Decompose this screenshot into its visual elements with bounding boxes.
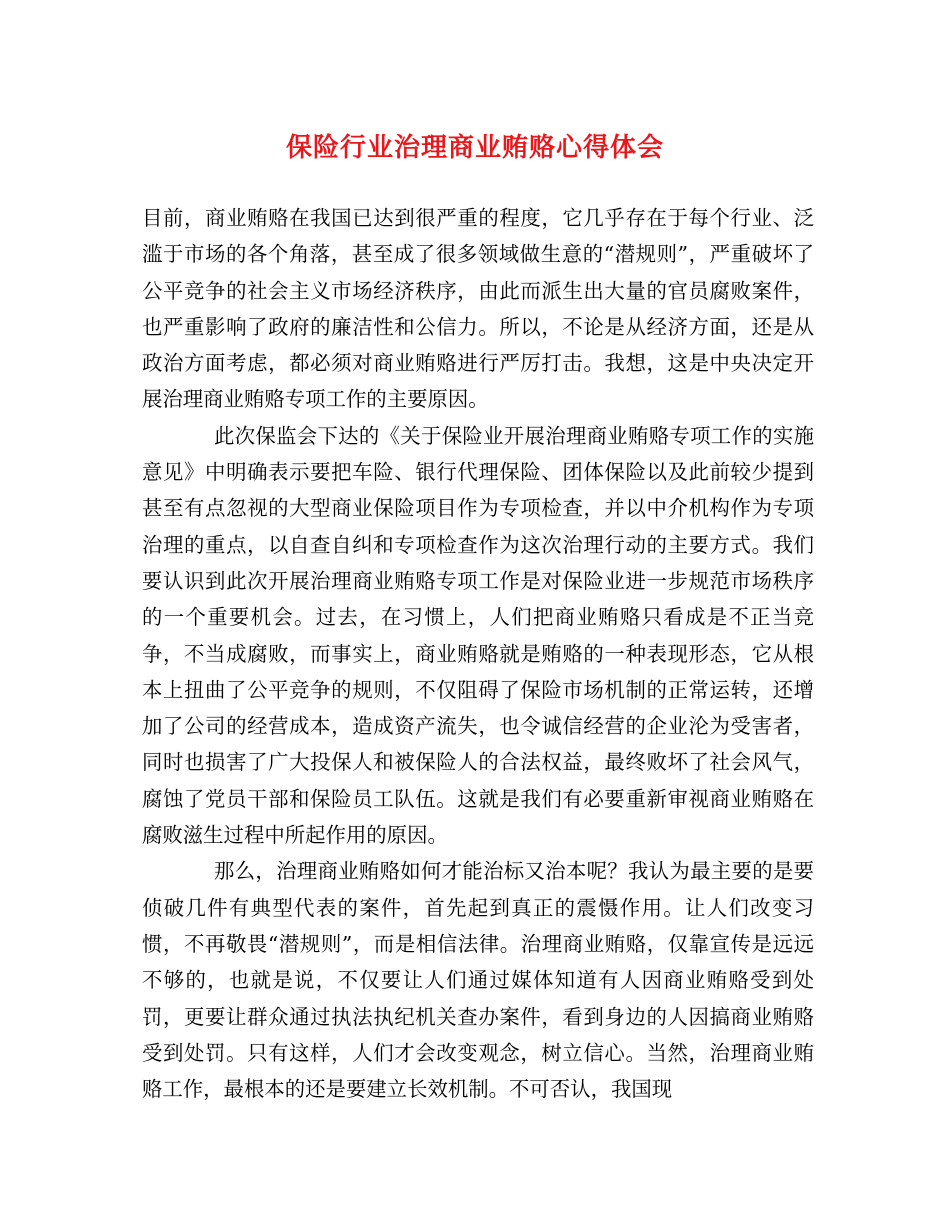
paragraph-1: 目前，商业贿赂在我国已达到很严重的程度，它几乎存在于每个行业、泛滥于市场的各个角落，甚至成了很多领域做生意的“潜规则”，严重破坏了公平竞争的社会主义市场经济秩序，由此而派生出大量的官员腐败案件，也严重影响了政府的廉洁性和公信力。所以，不论是从经济方面，还是从政治方面考虑，都必须对商业贿赂进行严厉打击。我想，这是中央决定开展治理商业贿赂专项工作的主要原因。 — [142, 206, 814, 412]
document-body — [142, 200, 814, 1107]
document-title: 保险行业治理商业贿赂心得体会 — [285, 133, 664, 163]
paragraph-3: 那么，治理商业贿赂如何才能治标又治本呢？我认为最主要的是要侦破几件有典型代表的案件，首先起到真正的震慑作用。让人们改变习惯，不再敬畏“潜规则”，而是相信法律。治理商业贿赂，仅靠宣传是远远不够的，也就是说，不仅要让人们通过媒体知道有人因商业贿赂受到处罚，更要让群众通过执法执纪机关查办案件，看到身边的人因搞商业贿赂受到处罚。只有这样，人们才会改变观念，树立信心。当然，治理商业贿赂工作，最根本的还是要建立长效机制。不可否认，我国现 — [142, 859, 814, 1102]
paragraph-2: 此次保监会下达的《关于保险业开展治理商业贿赂专项工作的实施意见》中明确表示要把车险、银行代理保险、团体保险以及此前较少提到甚至有点忽视的大型商业保险项目作为专项检查，并以中介机构作为专项治理的重点，以自查自纠和专项检查作为这次治理行动的主要方式。我们要认识到此次开展治理商业贿赂专项工作是对保险业进一步规范市场秩序的一个重要机会。过去，在习惯上，人们把商业贿赂只看成是不正当竞争，不当成腐败，而事实上，商业贿赂就是贿赂的一种表现形态，它从根本上扭曲了公平竞争的规则，不仅阻碍了保险市场机制的正常运转，还增加了公司的经营成本，造成资产流失，也令诚信经营的企业沦为受害者，同时也损害了广大投保人和被保险人的合法权益，最终败坏了社会风气，腐蚀了党员干部和保险员工队伍。这就是我们有必要重新审视商业贿赂在腐败滋生过程中所起作用的原因。 — [142, 423, 814, 848]
